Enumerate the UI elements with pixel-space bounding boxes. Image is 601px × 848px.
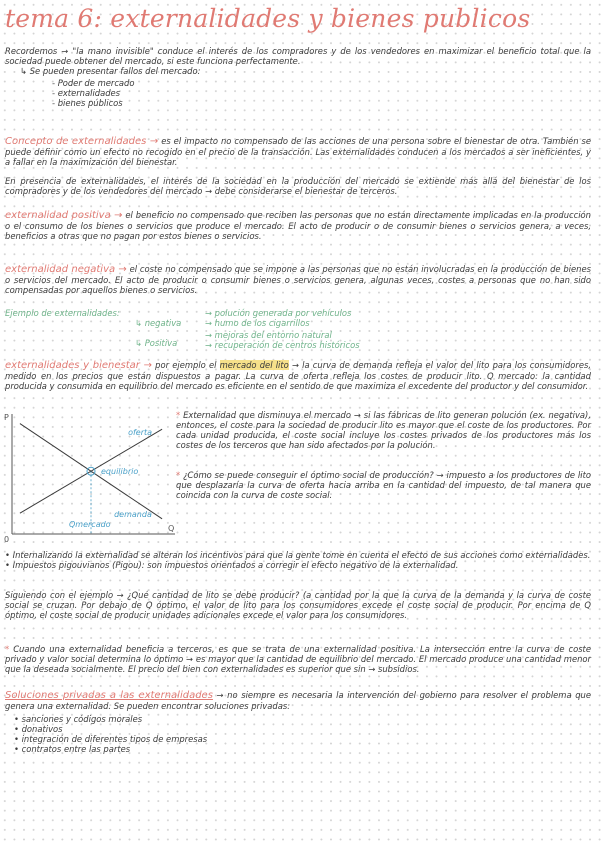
fallos-lead-text: Se pueden presentar fallos del mercado: [29,66,201,76]
fallos-list [52,78,135,108]
asterisk-icon: * [176,470,184,480]
page-title: tema 6: externalidades y bienes publicos [5,4,531,33]
ejemplo-positiva-text: Positiva [144,338,178,348]
list-item: • integración de diferentes tipos de empresas [14,734,207,744]
fallos-lead [20,66,200,76]
list-item: - bienes públicos [52,98,135,108]
cuando-text: Cuando una externalidad beneficia a terceros, es que se trata de una externalidad positiva. La intersección entre la curva de coste privado y valor social determina lo óptimo → es mayor que la cantidad de equilibrio del mercado. El mercado produce una cantidad menor que la deseada socialmente. El precio del bien con externalidades es superior que sin → subsidios. [5,644,591,675]
list-item: • sanciones y códigos morales [14,714,207,724]
siguiendo-text: Siguiendo con el ejemplo → ¿Qué cantidad de lito se debe producir? (a cantidad por la que la curva de la demanda y la curva de coste social se cruzan. Por debajo de Q óptimo, el valor de lito para los consumidores excede el coste social de producir. Por encima de Q óptimo, el coste social de producir unidades adicionales excede el valor para los consumidores. [5,590,591,621]
siguiendo-paragraph [5,590,591,620]
bienestar-pre: por ejemplo el [151,360,220,370]
negativa-heading: externalidad negativa → [5,264,127,275]
supply-demand-chart [0,410,180,545]
chart-legend-oferta: oferta [128,428,153,438]
ejemplo-negativa-text: negativa [144,318,182,328]
cuando-paragraph [5,644,591,674]
side2-paragraph [176,470,591,500]
ejemplo-neg-2: → humo de los cigarrillos [205,318,310,328]
list-item: • contratos entre las partes [14,744,207,754]
list-item: • donativos [14,724,207,734]
ejemplo-pos-1: → mejoras del entorno natural [205,330,332,340]
bienestar-highlight: mercado del lito [219,360,289,370]
bullet-list [5,550,591,570]
soluciones-heading: Soluciones privadas a las externalidades [5,690,213,701]
list-item: - externalidades [52,88,135,98]
negativa-text: el coste no compensado que se impone a las personas que no están involucradas en la producción de bienes o servicios del mercado. El acto de producir o consumir bienes o servicios genera, algunas veces, costes a personas que no han sido compensadas por aquellos bienes o servicios. [5,264,591,296]
presencia-paragraph [5,176,591,196]
concepto-heading: Concepto de externalidades → [5,136,159,147]
list-item: • Internalizando la externalidad se alteran los incentivos para que la gente tome en cuenta el efecto de sus acciones como externalidades. [5,550,591,560]
ejemplo-block [5,308,385,354]
ejemplo-heading: Ejemplo de externalidades: [5,308,120,318]
negativa-paragraph [5,264,591,295]
chart-x-label: Q [168,524,175,533]
intro-text: Recordemos → "la mano invisible" conduce el interés de los compradores y de los vendedores en maximizar el beneficio total que la sociedad puede obtener del mercado, si este funciona perfectamente. [5,46,591,67]
soluciones-paragraph [5,690,591,711]
bienestar-heading: externalidades y bienestar → [5,360,152,371]
chart-y-label: P [4,413,9,422]
ejemplo-neg-1: → polución generada por vehículos [205,308,352,318]
side1-paragraph [176,410,591,450]
intro-paragraph [5,46,591,66]
concepto-text: es el impacto no compensado de las acciones de una persona sobre el bienestar de otra. También se puede definir como un efecto no recogido en el precio de la transacción. Las externalidades conducen a los mercados a ser ineficientes, y a fallar en la maximización del bienestar. [5,136,591,168]
ejemplo-negativa-label: ↳ negativa [135,318,182,328]
asterisk-icon: * [5,644,14,654]
concepto-paragraph [5,136,591,167]
ejemplo-pos-2: → recuperación de centros históricos [205,340,360,350]
side1-text: Externalidad que disminuya el mercado → si las fábricas de lito generan polución (ex. negativa), entonces, el coste para la sociedad de producir lito es mayor que el coste de los productores. Por cada unidad producida, el coste social incluye los costes privados de los productores más los costes de los terceros que han sido afectados por la polución. [176,410,591,451]
chart-origin-label: 0 [4,535,10,544]
soluciones-list [14,714,207,754]
arrow-hook-icon: ↳ [20,66,30,76]
list-item: • Impuestos pigouvianos (Pigou): son impuestos orientados a corregir el efecto negativo de la externalidad. [5,560,591,570]
soluciones-text: → no siempre es necesaria la intervención del gobierno para resolver el problema que genera una externalidad. Se pueden encontrar soluciones privadas: [5,690,591,712]
bienestar-text: → la curva de demanda refleja el valor del lito para los consumidores, medido en los precios que están dispuestos a pagar. La curva de oferta refleja los costes de producir lito. Q mercado: la cantidad producida y consumida en equilibrio del mercado es eficiente en el sentido de que maximiza el excedente del productor y del consumidor. [5,360,592,392]
chart-annotation-equilibrio: equilibrio [101,467,139,477]
positiva-paragraph [5,210,591,241]
chart-annotation-qmercado: Qmercado [69,520,111,529]
positiva-text: el beneficio no compensado que reciben las personas que no están directamente implicadas en la producción o el consumo de los bienes o servicios que produce el mercado. El acto de producir o de consumir bienes o servicios genera, a veces, beneficios a otras que no pagan por estos bienes o servicios. [5,210,591,242]
ejemplo-positiva-label: ↳ Positiva [135,338,178,348]
side2-text: ¿Cómo se puede conseguir el óptimo social de producción? → impuesto a los productores de lito que desplazaría la curva de oferta hacia arriba en la cantidad del impuesto, de tal manera que coincida con la curva de coste social. [176,470,591,501]
asterisk-icon: * [176,410,184,420]
chart-legend-demanda: demanda [114,509,152,519]
positiva-heading: externalidad positiva → [5,210,123,221]
bienestar-paragraph [5,360,591,391]
presencia-text: En presencia de externalidades, el interés de la sociedad en la producción del mercado se extiende más allá del bienestar de los compradores y de los vendedores del mercado → debe considerarse el bienestar de terceros. [5,176,591,197]
list-item: - Poder de mercado [52,78,135,88]
